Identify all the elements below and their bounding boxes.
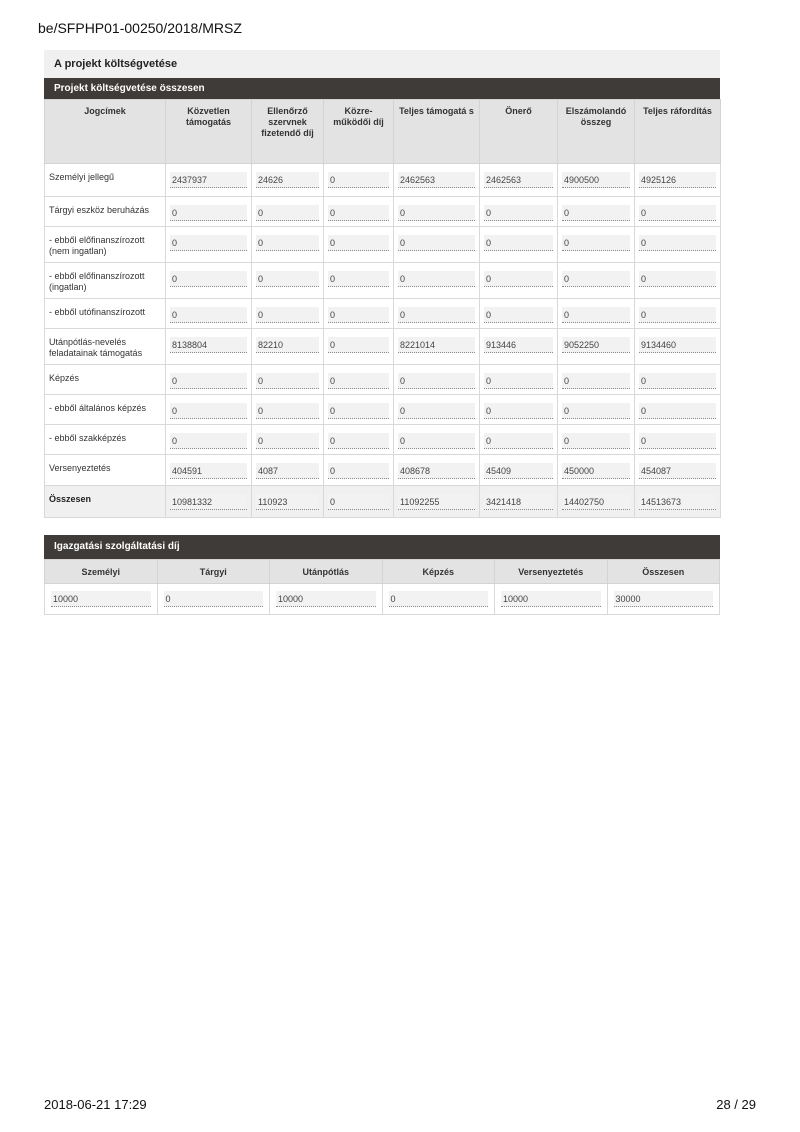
amount-field[interactable]: 0: [170, 235, 247, 251]
fee-training-field[interactable]: 0: [389, 591, 489, 607]
amount-field[interactable]: 0: [484, 307, 553, 323]
amount-field[interactable]: 0: [562, 433, 630, 449]
amount-field[interactable]: 24626: [256, 172, 319, 188]
amount-field[interactable]: 0: [398, 205, 475, 221]
fee-competition-field[interactable]: 10000: [501, 591, 601, 607]
fee-personal-field[interactable]: 10000: [51, 591, 151, 607]
amount-field[interactable]: 0: [639, 373, 716, 389]
amount-field[interactable]: 0: [484, 403, 553, 419]
budget-header-row: [45, 100, 721, 164]
col-header: Összesen: [607, 560, 720, 584]
amount-field[interactable]: 0: [170, 271, 247, 287]
budget-row: [45, 329, 721, 365]
amount-field[interactable]: 0: [256, 403, 319, 419]
admin-fee-table: [44, 559, 720, 615]
amount-field[interactable]: 4087: [256, 463, 319, 479]
amount-field[interactable]: 0: [328, 433, 389, 449]
amount-field[interactable]: 10981332: [170, 494, 247, 510]
panel-title: A projekt költségvetése: [44, 50, 720, 78]
amount-field[interactable]: 0: [328, 337, 389, 353]
budget-row: [45, 365, 721, 395]
budget-section-title: Projekt költségvetése összesen: [44, 78, 720, 99]
footer-datetime: 2018-06-21 17:29: [44, 1097, 147, 1112]
admin-fee-section-title: Igazgatási szolgáltatási díj: [44, 535, 720, 559]
amount-field[interactable]: 0: [639, 433, 716, 449]
amount-field[interactable]: 0: [639, 205, 716, 221]
amount-field[interactable]: 0: [562, 235, 630, 251]
amount-field[interactable]: 0: [170, 205, 247, 221]
budget-row: [45, 395, 721, 425]
col-header: Személyi: [45, 560, 158, 584]
row-label: Tárgyi eszköz beruházás: [45, 197, 166, 227]
amount-field[interactable]: 11092255: [398, 494, 475, 510]
budget-row: [45, 299, 721, 329]
fee-youth-field[interactable]: 10000: [276, 591, 376, 607]
amount-field[interactable]: 0: [484, 373, 553, 389]
row-label: - ebből általános képzés: [45, 395, 166, 425]
fee-material-field[interactable]: 0: [164, 591, 264, 607]
amount-field[interactable]: 82210: [256, 337, 319, 353]
document-id: be/SFPHP01-00250/2018/MRSZ: [38, 20, 242, 36]
col-header: Önerő: [480, 100, 558, 164]
col-header: Közre-működői díj: [324, 100, 394, 164]
budget-panel: [44, 50, 720, 518]
amount-field[interactable]: 0: [328, 235, 389, 251]
amount-field[interactable]: 0: [328, 463, 389, 479]
amount-field[interactable]: 0: [256, 373, 319, 389]
amount-field[interactable]: 0: [256, 271, 319, 287]
amount-field[interactable]: 0: [328, 205, 389, 221]
amount-field[interactable]: 0: [639, 235, 716, 251]
amount-field[interactable]: 8221014: [398, 337, 475, 353]
amount-field[interactable]: 0: [328, 307, 389, 323]
admin-fee-panel: [44, 535, 720, 615]
footer-page-number: 28 / 29: [716, 1097, 756, 1112]
amount-field[interactable]: 2462563: [398, 172, 475, 188]
amount-field[interactable]: 0: [256, 205, 319, 221]
amount-field[interactable]: 0: [170, 307, 247, 323]
budget-row: [45, 197, 721, 227]
amount-field[interactable]: 0: [484, 271, 553, 287]
amount-field[interactable]: 0: [170, 373, 247, 389]
amount-field[interactable]: 0: [170, 433, 247, 449]
row-label: Személyi jellegű: [45, 164, 166, 197]
row-label: - ebből utófinanszírozott: [45, 299, 166, 329]
amount-field[interactable]: 9134460: [639, 337, 716, 353]
amount-field[interactable]: 14513673: [639, 494, 716, 510]
amount-field[interactable]: 0: [398, 433, 475, 449]
total-row: [45, 486, 721, 518]
amount-field[interactable]: 0: [328, 494, 389, 510]
amount-field[interactable]: 0: [398, 235, 475, 251]
amount-field[interactable]: 0: [639, 403, 716, 419]
budget-row: [45, 455, 721, 486]
amount-field[interactable]: 2437937: [170, 172, 247, 188]
row-label: Utánpótlás-nevelés feladatainak támogatás: [45, 329, 166, 365]
col-header: Jogcímek: [45, 100, 166, 164]
amount-field[interactable]: 450000: [562, 463, 630, 479]
col-header: Tárgyi: [157, 560, 270, 584]
budget-row: [45, 263, 721, 299]
admin-fee-row: [45, 584, 720, 615]
amount-field[interactable]: 0: [398, 373, 475, 389]
amount-field[interactable]: 2462563: [484, 172, 553, 188]
amount-field[interactable]: 0: [398, 271, 475, 287]
col-header: Versenyeztetés: [495, 560, 608, 584]
amount-field[interactable]: 8138804: [170, 337, 247, 353]
col-header: Teljes ráfordítás: [635, 100, 721, 164]
amount-field[interactable]: 0: [398, 307, 475, 323]
amount-field[interactable]: 3421418: [484, 494, 553, 510]
amount-field[interactable]: 0: [256, 235, 319, 251]
amount-field[interactable]: 404591: [170, 463, 247, 479]
amount-field[interactable]: 0: [562, 403, 630, 419]
col-header: Utánpótlás: [270, 560, 383, 584]
amount-field[interactable]: 0: [328, 403, 389, 419]
amount-field[interactable]: 454087: [639, 463, 716, 479]
amount-field[interactable]: 45409: [484, 463, 553, 479]
amount-field[interactable]: 110923: [256, 494, 319, 510]
row-label: - ebből előfinanszírozott (ingatlan): [45, 263, 166, 299]
amount-field[interactable]: 0: [639, 271, 716, 287]
amount-field[interactable]: 0: [484, 433, 553, 449]
row-label: Összesen: [45, 486, 166, 518]
col-header: Teljes támogatá s: [394, 100, 480, 164]
amount-field[interactable]: 0: [562, 373, 630, 389]
amount-field[interactable]: 913446: [484, 337, 553, 353]
amount-field[interactable]: 4925126: [639, 172, 716, 188]
row-label: Képzés: [45, 365, 166, 395]
budget-row: [45, 227, 721, 263]
amount-field[interactable]: 14402750: [562, 494, 630, 510]
amount-field[interactable]: 0: [328, 172, 389, 188]
amount-field[interactable]: 0: [484, 235, 553, 251]
amount-field[interactable]: 9052250: [562, 337, 630, 353]
fee-total-field[interactable]: 30000: [614, 591, 714, 607]
amount-field[interactable]: 0: [256, 307, 319, 323]
row-label: - ebből szakképzés: [45, 425, 166, 455]
row-label: Versenyeztetés: [45, 455, 166, 486]
col-header: Elszámolandó összeg: [558, 100, 635, 164]
amount-field[interactable]: 0: [328, 373, 389, 389]
col-header: Képzés: [382, 560, 495, 584]
budget-table: [44, 99, 721, 518]
row-label: - ebből előfinanszírozott (nem ingatlan): [45, 227, 166, 263]
amount-field[interactable]: 0: [562, 271, 630, 287]
amount-field[interactable]: 0: [562, 205, 630, 221]
admin-fee-header-row: [45, 560, 720, 584]
col-header: Ellenőrző szervnek fizetendő díj: [252, 100, 324, 164]
amount-field[interactable]: 0: [398, 403, 475, 419]
budget-row: [45, 425, 721, 455]
amount-field[interactable]: 0: [328, 271, 389, 287]
amount-field[interactable]: 4900500: [562, 172, 630, 188]
col-header: Közvetlen támogatás: [166, 100, 252, 164]
amount-field[interactable]: 408678: [398, 463, 475, 479]
amount-field[interactable]: 0: [256, 433, 319, 449]
amount-field[interactable]: 0: [562, 307, 630, 323]
amount-field[interactable]: 0: [639, 307, 716, 323]
amount-field[interactable]: 0: [170, 403, 247, 419]
amount-field[interactable]: 0: [484, 205, 553, 221]
budget-row: [45, 164, 721, 197]
